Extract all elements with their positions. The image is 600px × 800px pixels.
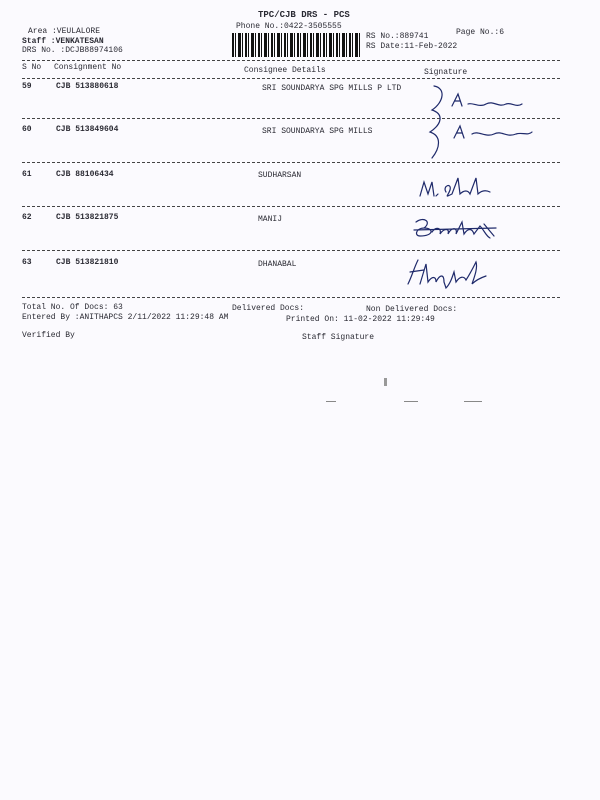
row-s-no: 63 bbox=[22, 258, 32, 267]
divider bbox=[22, 78, 560, 79]
row-consignment: CJB 88106434 bbox=[56, 170, 114, 179]
divider bbox=[22, 60, 560, 61]
row-s-no: 62 bbox=[22, 213, 32, 222]
signature-rows-59-60 bbox=[424, 82, 560, 162]
col-signature: Signature bbox=[424, 68, 468, 77]
row-consignee: SRI SOUNDARYA SPG MILLS bbox=[262, 127, 373, 136]
row-consignee: DHANABAL bbox=[258, 260, 297, 269]
divider bbox=[22, 162, 560, 163]
row-consignee: SRI SOUNDARYA SPG MILLS P LTD bbox=[262, 84, 402, 93]
row-consignment: CJB 513880618 bbox=[56, 82, 119, 91]
signature-row-63 bbox=[402, 254, 492, 290]
verified-by: Verified By bbox=[22, 331, 75, 340]
entered-by: Entered By :ANITHAPCS 2/11/2022 11:29:48 AM bbox=[22, 313, 229, 322]
signature-row-62 bbox=[410, 214, 500, 242]
total-docs: Total No. Of Docs: 63 bbox=[22, 303, 123, 312]
delivered-docs: Delivered Docs: bbox=[232, 304, 305, 313]
scan-mark bbox=[384, 378, 387, 386]
row-s-no: 59 bbox=[22, 82, 32, 91]
row-consignment: CJB 513821875 bbox=[56, 213, 119, 222]
printed-on: Printed On: 11-02-2022 11:29:49 bbox=[286, 315, 435, 324]
staff-label: Staff :VENKATESAN bbox=[22, 37, 104, 46]
area-label: Area :VEULALORE bbox=[28, 27, 101, 36]
row-consignment: CJB 513821810 bbox=[56, 258, 119, 267]
scan-mark bbox=[404, 401, 418, 402]
scan-mark bbox=[464, 401, 482, 402]
page-number: Page No.:6 bbox=[456, 28, 505, 37]
col-consignment-no: Consignment No bbox=[54, 63, 122, 72]
scan-mark bbox=[326, 401, 336, 402]
phone-number: Phone No.:0422-3505555 bbox=[236, 22, 342, 31]
rs-date: RS Date:11-Feb-2022 bbox=[366, 42, 458, 51]
report-title: TPC/CJB DRS - PCS bbox=[258, 10, 350, 20]
row-s-no: 60 bbox=[22, 125, 32, 134]
staff-signature: Staff Signature bbox=[302, 333, 375, 342]
divider bbox=[22, 250, 560, 251]
drs-number: DRS No. :DCJB88974106 bbox=[22, 46, 123, 55]
row-consignee: MANIJ bbox=[258, 215, 283, 224]
col-s-no: S No bbox=[22, 63, 42, 72]
non-delivered-docs: Non Delivered Docs: bbox=[366, 305, 458, 314]
col-consignee: Consignee Details bbox=[244, 66, 326, 75]
row-s-no: 61 bbox=[22, 170, 32, 179]
rs-number: RS No.:889741 bbox=[366, 32, 429, 41]
barcode bbox=[232, 33, 360, 57]
signature-row-61 bbox=[416, 172, 496, 202]
divider bbox=[22, 206, 560, 207]
divider bbox=[22, 297, 560, 298]
row-consignee: SUDHARSAN bbox=[258, 171, 302, 180]
row-consignment: CJB 513849604 bbox=[56, 125, 119, 134]
